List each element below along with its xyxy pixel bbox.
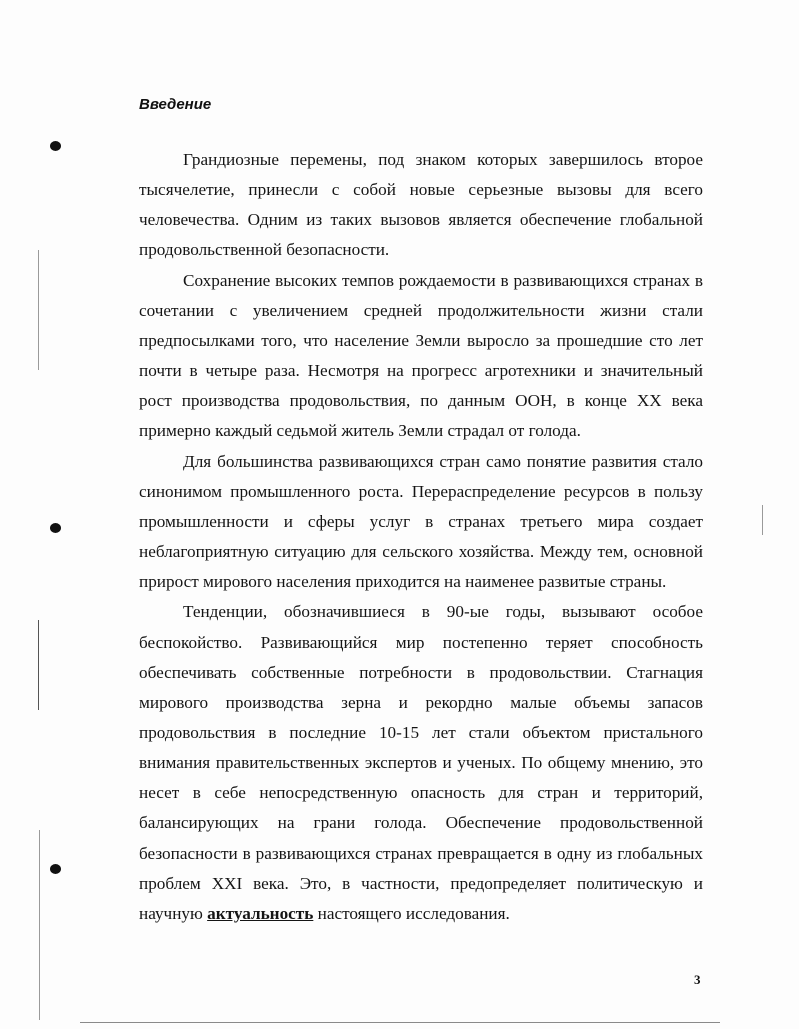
emphasis-relevance: актуальность [207,903,314,923]
binding-hole-mark [50,523,61,533]
margin-scan-line [39,830,40,1020]
binding-hole-mark [50,864,61,874]
binding-hole-mark [50,141,61,151]
section-heading: Введение [139,96,212,113]
page-number: 3 [694,972,701,987]
bottom-scan-line [80,1022,720,1023]
paragraph-4-text-after: настоящего исследования. [317,903,510,923]
margin-scan-line [762,505,763,535]
paragraph-1: Грандиозные перемены, под знаком которых завершилось второе тысячелетие, принесли с собой новые серьезные вызовы для всего человечества. Одним из таких вызовов является обеспечение глобальной продовольственной безопасности. [139,150,703,260]
margin-scan-line [38,620,39,710]
margin-scan-line [38,250,39,370]
paragraph-3: Для большинства развивающихся стран само понятие развития стало синонимом промышленного роста. Перераспределение ресурсов в пользу промышленности и сферы услуг в странах третьего мира создает неблагоприятную ситуацию для сельского хозяйства. Между тем, основной прирост мирового населения приходится на наименее развитые страны. [139,451,703,592]
paragraph-4 [139,597,703,929]
paragraph-2: Сохранение высоких темпов рождаемости в развивающихся странах в сочетании с увеличением средней продолжительности жизни стали предпосылками того, что население Земли выросло за прошедшие сто лет почти в четыре раза. Несмотря на прогресс агротехники и значительный рост производства продовольствия, по данным ООН, в конце XX века примерно каждый седьмой житель Земли страдал от голода. [139,270,703,441]
paragraph-4-text-before: Тенденции, обозначившиеся в 90-ые годы, вызывают особое беспокойство. Развивающийся мир постепенно теряет способность обеспечивать собственные потребности в продовольствии. Стагнация мирового производства зерна и рекордно малые объемы запасов продовольствия в последние 10-15 лет стали объектом пристального внимания правительственных экспертов и ученых. По общему мнению, это несет в себе непосредственную опасность для стран и территорий, балансирующих на грани голода. Обеспечение продовольственной безопасности в развивающихся странах превращается в одну из глобальных проблем XXI века. Это, в частности, предопределяет политическую и научную [139,602,703,923]
body-text [139,145,703,929]
